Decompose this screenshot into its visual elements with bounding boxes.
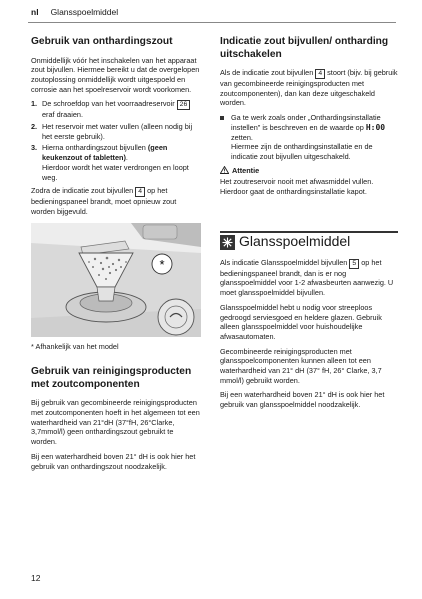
section-title: Glansspoelmiddel <box>239 233 351 250</box>
heading-salt-usage: Gebruik van onthardingszout <box>31 36 173 47</box>
language-code: nl <box>31 7 39 17</box>
step-number: 3. <box>31 143 38 153</box>
instruction-bullet <box>220 113 398 162</box>
heading-disable-indicator: Indicatie zout bijvullen/ ontharding uitschakelen <box>220 36 389 60</box>
warning-text: Het zoutreservoir nooit met afwasmiddel vullen. Hierdoor gaat de onthardingsinstallatie kapot. <box>220 177 374 197</box>
step-1 <box>31 99 201 120</box>
bullet-text: Ga te werk zoals onder „Onthardingsinstallatie instellen" is beschreven en de waarde op <box>231 113 381 132</box>
bullet-square-icon <box>220 113 231 162</box>
step-number: 1. <box>31 99 38 109</box>
step-text: eraf draaien. <box>42 110 83 120</box>
paragraph-text: stoort (bijv. bij gebruik van gecombineerde reinigingsproducten met zoutcomponenten), dan kan deze uitgeschakeld worden. <box>220 68 398 108</box>
bullet-text: zetten. <box>231 132 253 142</box>
warning-label: Attentie <box>232 165 260 175</box>
paragraph-text: op het bedieningspaneel brandt, dan is er nog glansspoelmiddel voor 1-2 afwasbeurten aanwezig. U moet glansspoelmiddel bijvullen. <box>220 257 394 298</box>
ref-box: 4 <box>315 69 325 79</box>
paragraph-text: Als indicatie Glansspoelmiddel bijvullen <box>220 257 348 267</box>
step-text: Het reservoir met water vullen (alleen nodig bij het eerste gebruik). <box>42 122 193 141</box>
illustration-star: * <box>159 256 165 272</box>
header-rule <box>28 22 396 23</box>
step-text: De schroefdop van het voorraadreservoir <box>42 99 175 109</box>
step-text: Hierna onthardingszout bijvullen <box>42 143 146 153</box>
left-column <box>31 36 201 476</box>
running-header <box>31 7 118 17</box>
intro-paragraph: Onmiddellijk vóór het inschakelen van het apparaat zout bijvullen. Hiermee bereikt u dat de overgelopen zoutoplossing onmiddellijk wordt uitgespoeld en corrosie aan het spoelreservoir wordt voorkomen. <box>31 55 200 94</box>
warning-triangle-icon <box>220 166 229 174</box>
paragraph-text: Als de indicatie zout bijvullen <box>220 68 314 77</box>
page-number: 12 <box>31 573 41 583</box>
rinse-hardness-paragraph: Bij een waterhardheid boven 21° dH is ook hier het gebruik van glansspoelmiddel noodzakelijk. <box>220 390 385 410</box>
model-footnote: * Afhankelijk van het model <box>31 341 119 351</box>
bullet-extra: Hiermee zijn de onthardingsinstallatie en de indicatie zout bijvullen uitgeschakeld. <box>231 142 373 161</box>
rinse-usage-paragraph: Glansspoelmiddel hebt u nodig voor streeploos gedroogd serviesgoed en heldere glazen. Gebruik alleen glansspoelmiddel voor huishoudelijke afwasautomaten. <box>220 302 382 341</box>
rinse-indicator-paragraph <box>220 258 398 298</box>
section-header <box>220 231 398 250</box>
combined-products-paragraph: Gecombineerde reinigingsproducten met glansspoelcomponenten kunnen alleen tot een waterhardheid van 21° dH (37° fH, 26° Clarke, 3,7 mmol/l) gebruikt worden. <box>220 346 382 385</box>
step-3 <box>31 143 201 182</box>
step-extra: Hierdoor wordt het water verdrongen en loopt weg. <box>42 162 189 182</box>
detergent-paragraph: Bij gebruik van gecombineerde reinigingsproducten met zoutcomponenten hoeft in het algemeen tot een waterhardheid van 21°dH (37°fH, 26°Clarke, 3,7mmol/l) geen onthardingszout gebruikt te worden. <box>31 398 200 447</box>
step-text: . <box>125 153 128 163</box>
right-column <box>220 36 398 415</box>
step-number: 2. <box>31 122 38 132</box>
step-2 <box>31 122 201 141</box>
heading-salt-detergent: Gebruik van reinigingsproducten met zoutcomponenten <box>31 366 192 390</box>
hardness-paragraph: Bij een waterhardheid boven 21° dH is ook hier het gebruik van onthardingszout noodzakelijk. <box>31 451 196 471</box>
ref-box: 26 <box>177 100 191 110</box>
ref-box: 4 <box>135 187 145 197</box>
salt-refill-illustration <box>31 223 201 337</box>
steps-list <box>31 99 201 182</box>
indicator-paragraph <box>220 68 398 108</box>
refill-paragraph <box>31 186 201 216</box>
step-emphasis: (geen keukenzout of tabletten) <box>42 143 168 163</box>
paragraph-text: op het bedieningspaneel brandt, moet opnieuw zout worden bijgevuld. <box>31 186 177 216</box>
ref-box: 5 <box>349 259 359 269</box>
warning-heading <box>220 166 398 176</box>
display-code: H:00 <box>365 122 386 132</box>
paragraph-text: Zodra de indicatie zout bijvullen <box>31 186 134 196</box>
header-title: Glansspoelmiddel <box>50 7 119 17</box>
rinse-aid-sparkle-icon <box>220 235 235 250</box>
